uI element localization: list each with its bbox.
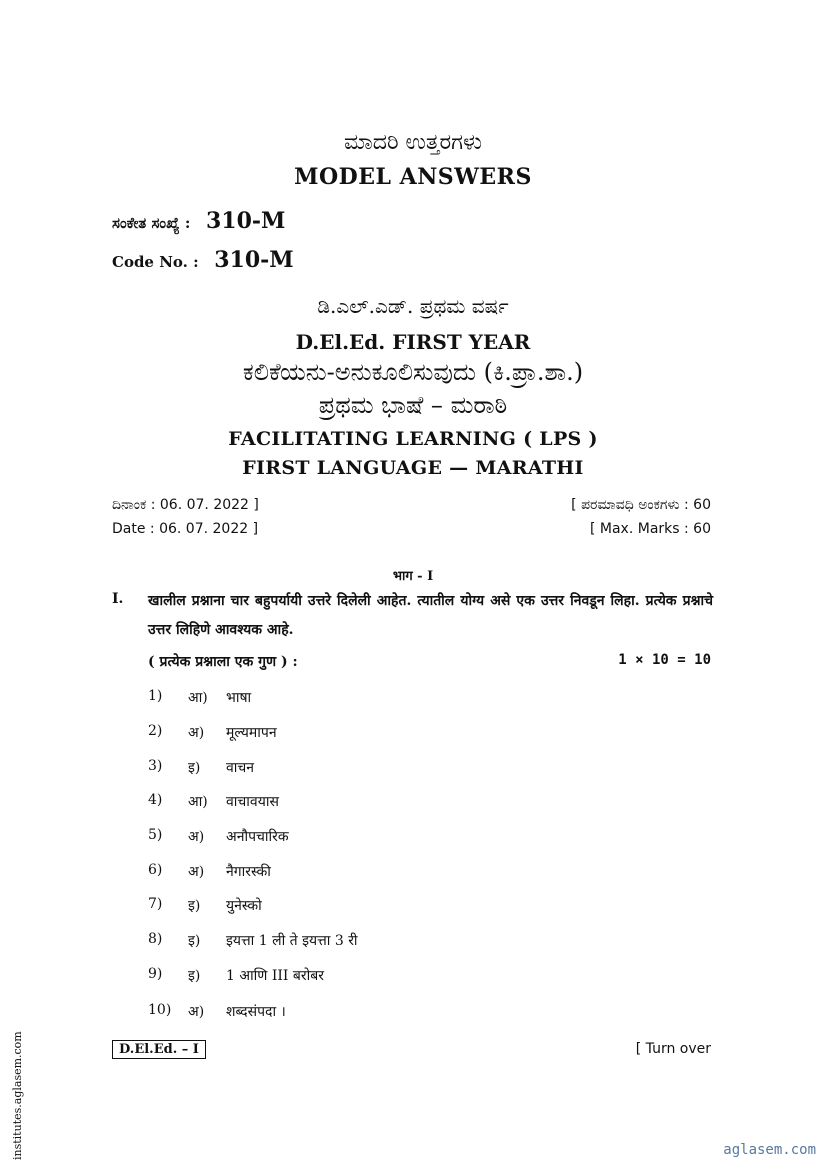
answer-text: इयत्ता 1 ली ते इयत्ता 3 री [226, 933, 358, 949]
code-row-kannada [112, 208, 285, 234]
footer-course-box: D.El.Ed. – I [112, 1040, 206, 1059]
answer-option: इ) [188, 898, 201, 914]
code-label-english: Code No. : [112, 253, 199, 271]
answer-text: वाचावयास [226, 794, 279, 810]
answer-item [148, 688, 251, 707]
answer-option: अ) [188, 1004, 205, 1020]
answer-text: 1 आणि III बरोबर [226, 968, 324, 984]
turn-over-note: [ Turn over [635, 1041, 711, 1057]
language-kannada: ಪ್ರಥಮ ಭಾಷೆ – ಮರಾಠಿ [318, 391, 508, 419]
answer-number: 2) [148, 723, 163, 739]
answer-item [148, 966, 324, 985]
answer-option: इ) [188, 933, 201, 949]
answer-option: आ) [188, 690, 208, 706]
question-number: I. [112, 591, 124, 607]
answer-item [148, 1002, 286, 1021]
answer-option: आ) [188, 794, 208, 810]
side-watermark-text: institutes.aglasem.com [11, 1031, 24, 1160]
subject-english: FACILITATING LEARNING ( LPS ) [228, 428, 598, 450]
answer-text: शब्दसंपदा । [226, 1004, 286, 1020]
course-english: D.El.Ed. FIRST YEAR [295, 330, 531, 354]
answer-text: वाचन [226, 760, 255, 776]
answer-option: इ) [188, 760, 201, 776]
subject-kannada: ಕಲಿಕೆಯನು-ಅನುಕೂಲಿಸುವುದು (ಕಿ.ಪ್ರಾ.ಶಾ.) [242, 358, 584, 386]
answer-text: नैगारस्की [226, 864, 271, 880]
answer-option: अ) [188, 864, 205, 880]
part-label: भाग - I [392, 569, 434, 584]
answer-item [148, 827, 289, 846]
question-text: खालील प्रश्नाना चार बहुपर्यायी उत्तरे दिलेली आहेत. त्यातील योग्य असे एक उत्तर निवडून लिहा. प्रत्येक प्रश्नाचे उत्तर लिहिणे आवश्यक आहे. [148, 593, 713, 638]
course-kannada: ಡಿ.ಎಲ್.ಎಡ್. ಪ್ರಥಮ ವರ್ಷ [317, 294, 509, 318]
title-kannada: ಮಾದರಿ ಉತ್ತರಗಳು [344, 130, 482, 155]
answer-number: 3) [148, 758, 163, 774]
answer-item [148, 862, 271, 881]
answer-text: मूल्यमापन [226, 725, 277, 741]
answer-number: 1) [148, 688, 163, 704]
answer-item [148, 931, 358, 950]
max-marks-english: [ Max. Marks : 60 [589, 521, 711, 537]
brand-watermark: aglasem.com [723, 1142, 816, 1158]
date-english: Date : 06. 07. 2022 ] [112, 521, 259, 537]
answer-number: 7) [148, 896, 163, 912]
answer-option: अ) [188, 829, 205, 845]
side-watermark [4, 1030, 34, 1160]
answer-item [148, 723, 277, 742]
code-label-kannada: ಸಂಕೇತ ಸಂಖ್ಯೆ : [112, 214, 191, 232]
language-english: FIRST LANGUAGE — MARATHI [242, 457, 584, 479]
answer-option: अ) [188, 725, 205, 741]
answer-number: 4) [148, 792, 163, 808]
answer-number: 6) [148, 862, 163, 878]
answer-number: 10) [148, 1002, 172, 1018]
title-english: MODEL ANSWERS [294, 164, 532, 190]
answer-item [148, 758, 254, 777]
answer-item [148, 896, 262, 915]
answer-number: 5) [148, 827, 163, 843]
max-marks-kannada: [ ಪರಮಾವಧಿ ಅಂಕಗಳು : 60 [571, 497, 711, 513]
code-row-english [112, 247, 294, 273]
answer-number: 9) [148, 966, 163, 982]
marks-formula: 1 × 10 = 10 [618, 652, 711, 668]
answer-option: इ) [188, 968, 201, 984]
answer-text: युनेस्को [226, 898, 262, 914]
answer-item [148, 792, 279, 811]
answer-text: अनौपचारिक [226, 829, 289, 845]
answer-text: भाषा [226, 690, 252, 706]
answer-number: 8) [148, 931, 163, 947]
marks-note: ( प्रत्येक प्रश्नाला एक गुण ) : [148, 654, 298, 670]
code-value-kannada: 310-M [206, 208, 286, 234]
code-value-english: 310-M [214, 247, 294, 273]
date-kannada: ದಿನಾಂಕ : 06. 07. 2022 ] [112, 497, 259, 513]
